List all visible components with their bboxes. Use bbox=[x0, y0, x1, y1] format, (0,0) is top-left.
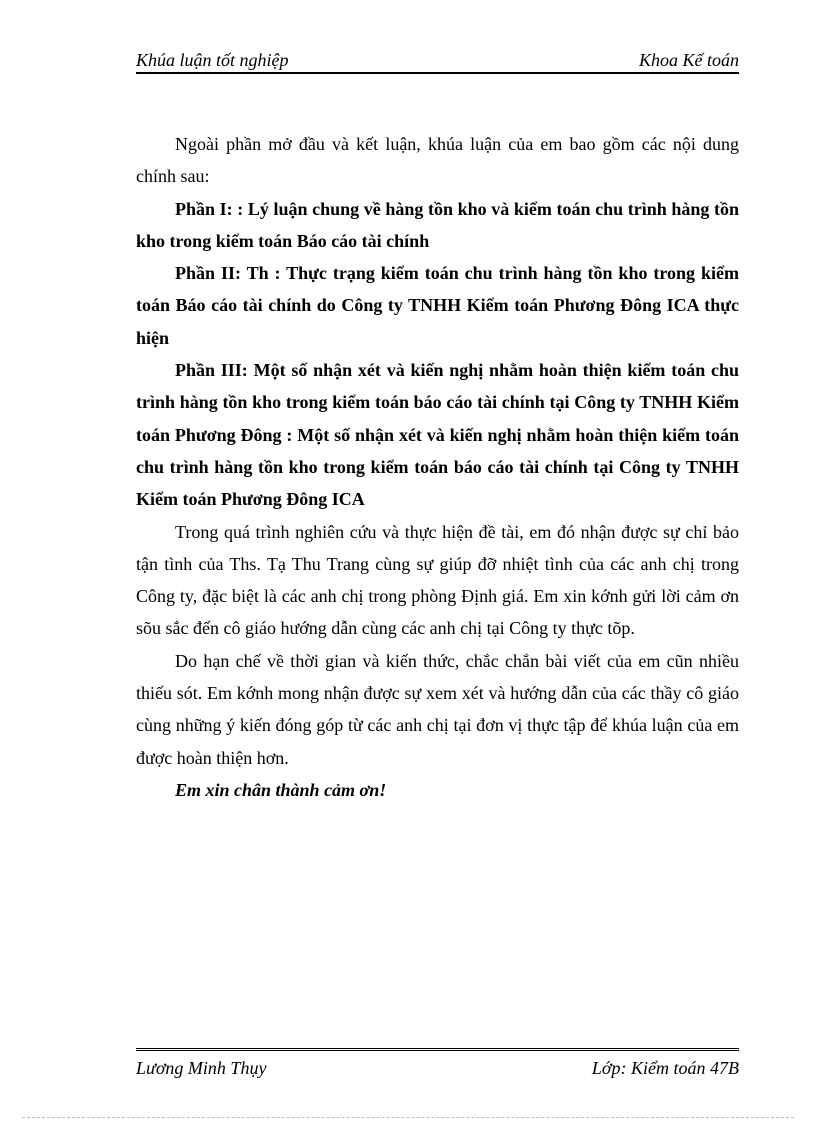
page-header bbox=[136, 48, 739, 74]
footer-class-label: Lớp: Kiểm toán 47B bbox=[591, 1058, 739, 1078]
part-1-heading: Phần I: : Lý luận chung về hàng tồn kho và kiểm toán chu trình hàng tồn kho trong kiểm toán Báo cáo tài chính bbox=[136, 198, 739, 251]
intro-paragraph: Ngoài phần mở đầu và kết luận, khúa luận của em bao gồm các nội dung chính sau: bbox=[136, 134, 739, 187]
footer-author-name: Lương Minh Thụy bbox=[136, 1058, 267, 1078]
header-department-label: Khoa Kế toán bbox=[638, 50, 739, 70]
page-footer bbox=[136, 1048, 739, 1085]
part-2-heading: Phần II: Th : Thực trạng kiểm toán chu trình hàng tồn kho trong kiểm toán Báo cáo tài chính do Công ty TNHH Kiểm toán Phương Đông ICA thực hiện bbox=[136, 263, 739, 348]
document-body bbox=[136, 128, 739, 806]
closing-thanks: Em xin chân thành cảm ơn! bbox=[175, 779, 387, 800]
part-3-heading: Phần III: Một số nhận xét và kiến nghị nhằm hoàn thiện kiểm toán chu trình hàng tồn kho trong kiểm toán báo cáo tài chính tại Công ty TNHH Kiểm toán Phương Đông : Một số nhận xét và kiến nghị nhằm hoàn thiện kiểm toán chu trình hàng tồn kho trong kiểm toán báo cáo tài chính tại Công ty TNHH Kiểm toán Phương Đông ICA bbox=[136, 360, 739, 510]
page-bottom-edge bbox=[22, 1117, 794, 1118]
limitation-paragraph: Do hạn chế về thời gian và kiến thức, chắc chắn bài viết của em cũn nhiều thiếu sót. Em kớnh mong nhận được sự xem xét và hướng dẫn của các thầy cô giáo cùng những ý kiến đóng góp từ các anh chị tại đơn vị thực tập để khúa luận của em được hoàn thiện hơn. bbox=[136, 650, 739, 768]
header-thesis-label: Khúa luận tốt nghiệp bbox=[136, 50, 289, 70]
acknowledgement-paragraph: Trong quá trình nghiên cứu và thực hiện đề tài, em đó nhận được sự chỉ bảo tận tình của Ths. Tạ Thu Trang cùng sự giúp đỡ nhiệt tình của các anh chị trong Công ty, đặc biệt là các anh chị trong phòng Định giá. Em xin kớnh gửi lời cảm ơn sõu sắc đến cô giáo hướng dẫn cùng các anh chị tại Công ty thực tõp. bbox=[136, 521, 739, 639]
